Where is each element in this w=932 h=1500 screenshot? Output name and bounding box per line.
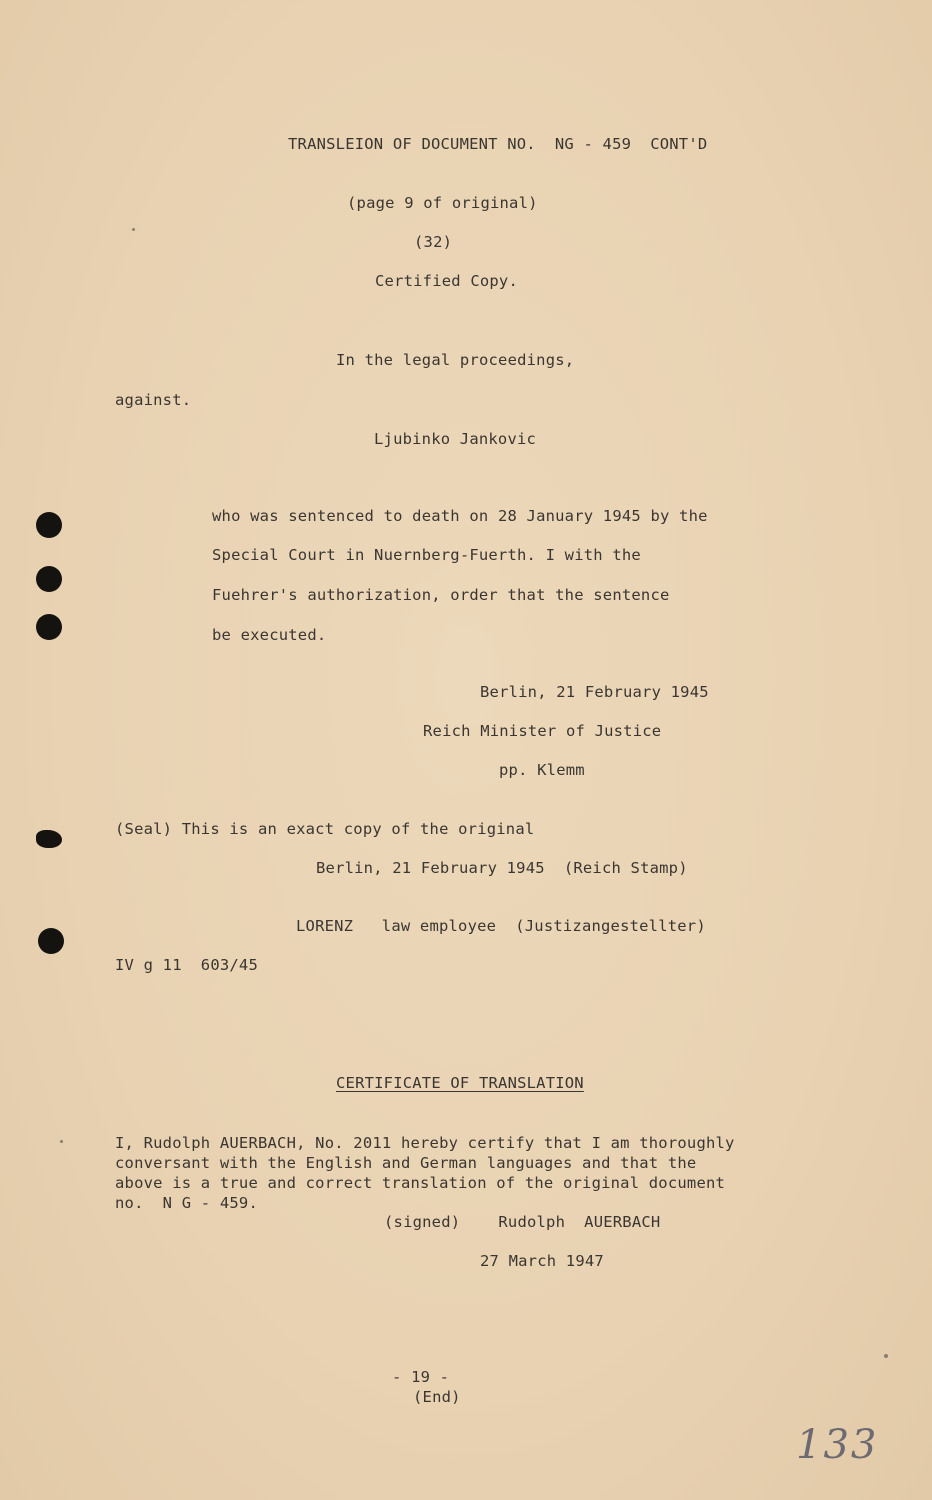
speck [60,1140,63,1143]
paragraph-line: be executed. [212,626,327,644]
certificate-line: no. N G - 459. [115,1194,258,1212]
certificate-heading: CERTIFICATE OF TRANSLATION [336,1074,584,1092]
file-reference: IV g 11 603/45 [115,956,258,974]
against-line: against. [115,391,192,409]
minister-title: Reich Minister of Justice [423,722,662,740]
signed-line: (signed) Rudolph AUERBACH [384,1213,661,1231]
seal-line: (Seal) This is an exact copy of the original [115,820,535,838]
page-reference: (page 9 of original) [347,194,538,212]
speck [132,228,135,231]
punch-hole [36,512,62,538]
copy-place-date: Berlin, 21 February 1945 (Reich Stamp) [316,859,688,877]
punch-hole [38,928,64,954]
page-number: - 19 - [392,1368,450,1386]
copy-label: Certified Copy. [375,272,518,290]
punch-hole [36,830,62,848]
speck [884,1354,888,1358]
place-date: Berlin, 21 February 1945 [480,683,709,701]
employee-line: LORENZ law employee (Justizangestellter) [296,917,706,935]
paragraph-line: Fuehrer's authorization, order that the sentence [212,586,670,604]
defendant-name: Ljubinko Jankovic [374,430,537,448]
paragraph-line: Special Court in Nuernberg-Fuerth. I with the [212,546,641,564]
certificate-line: above is a true and correct translation of the original document [115,1174,726,1192]
handwritten-page-number: 133 [796,1422,879,1468]
certificate-line: conversant with the English and German languages and that the [115,1154,697,1172]
punch-hole [36,566,62,592]
end-marker: (End) [413,1388,461,1406]
document-number: (32) [414,233,453,251]
document-title: TRANSLEION OF DOCUMENT NO. NG - 459 CONT'D [288,135,708,153]
certificate-line: I, Rudolph AUERBACH, No. 2011 hereby certify that I am thoroughly [115,1134,735,1152]
certificate-date: 27 March 1947 [480,1252,604,1270]
signature-line: pp. Klemm [499,761,585,779]
paragraph-line: who was sentenced to death on 28 January 1945 by the [212,507,708,525]
punch-hole [36,614,62,640]
proceedings-line: In the legal proceedings, [336,351,575,369]
